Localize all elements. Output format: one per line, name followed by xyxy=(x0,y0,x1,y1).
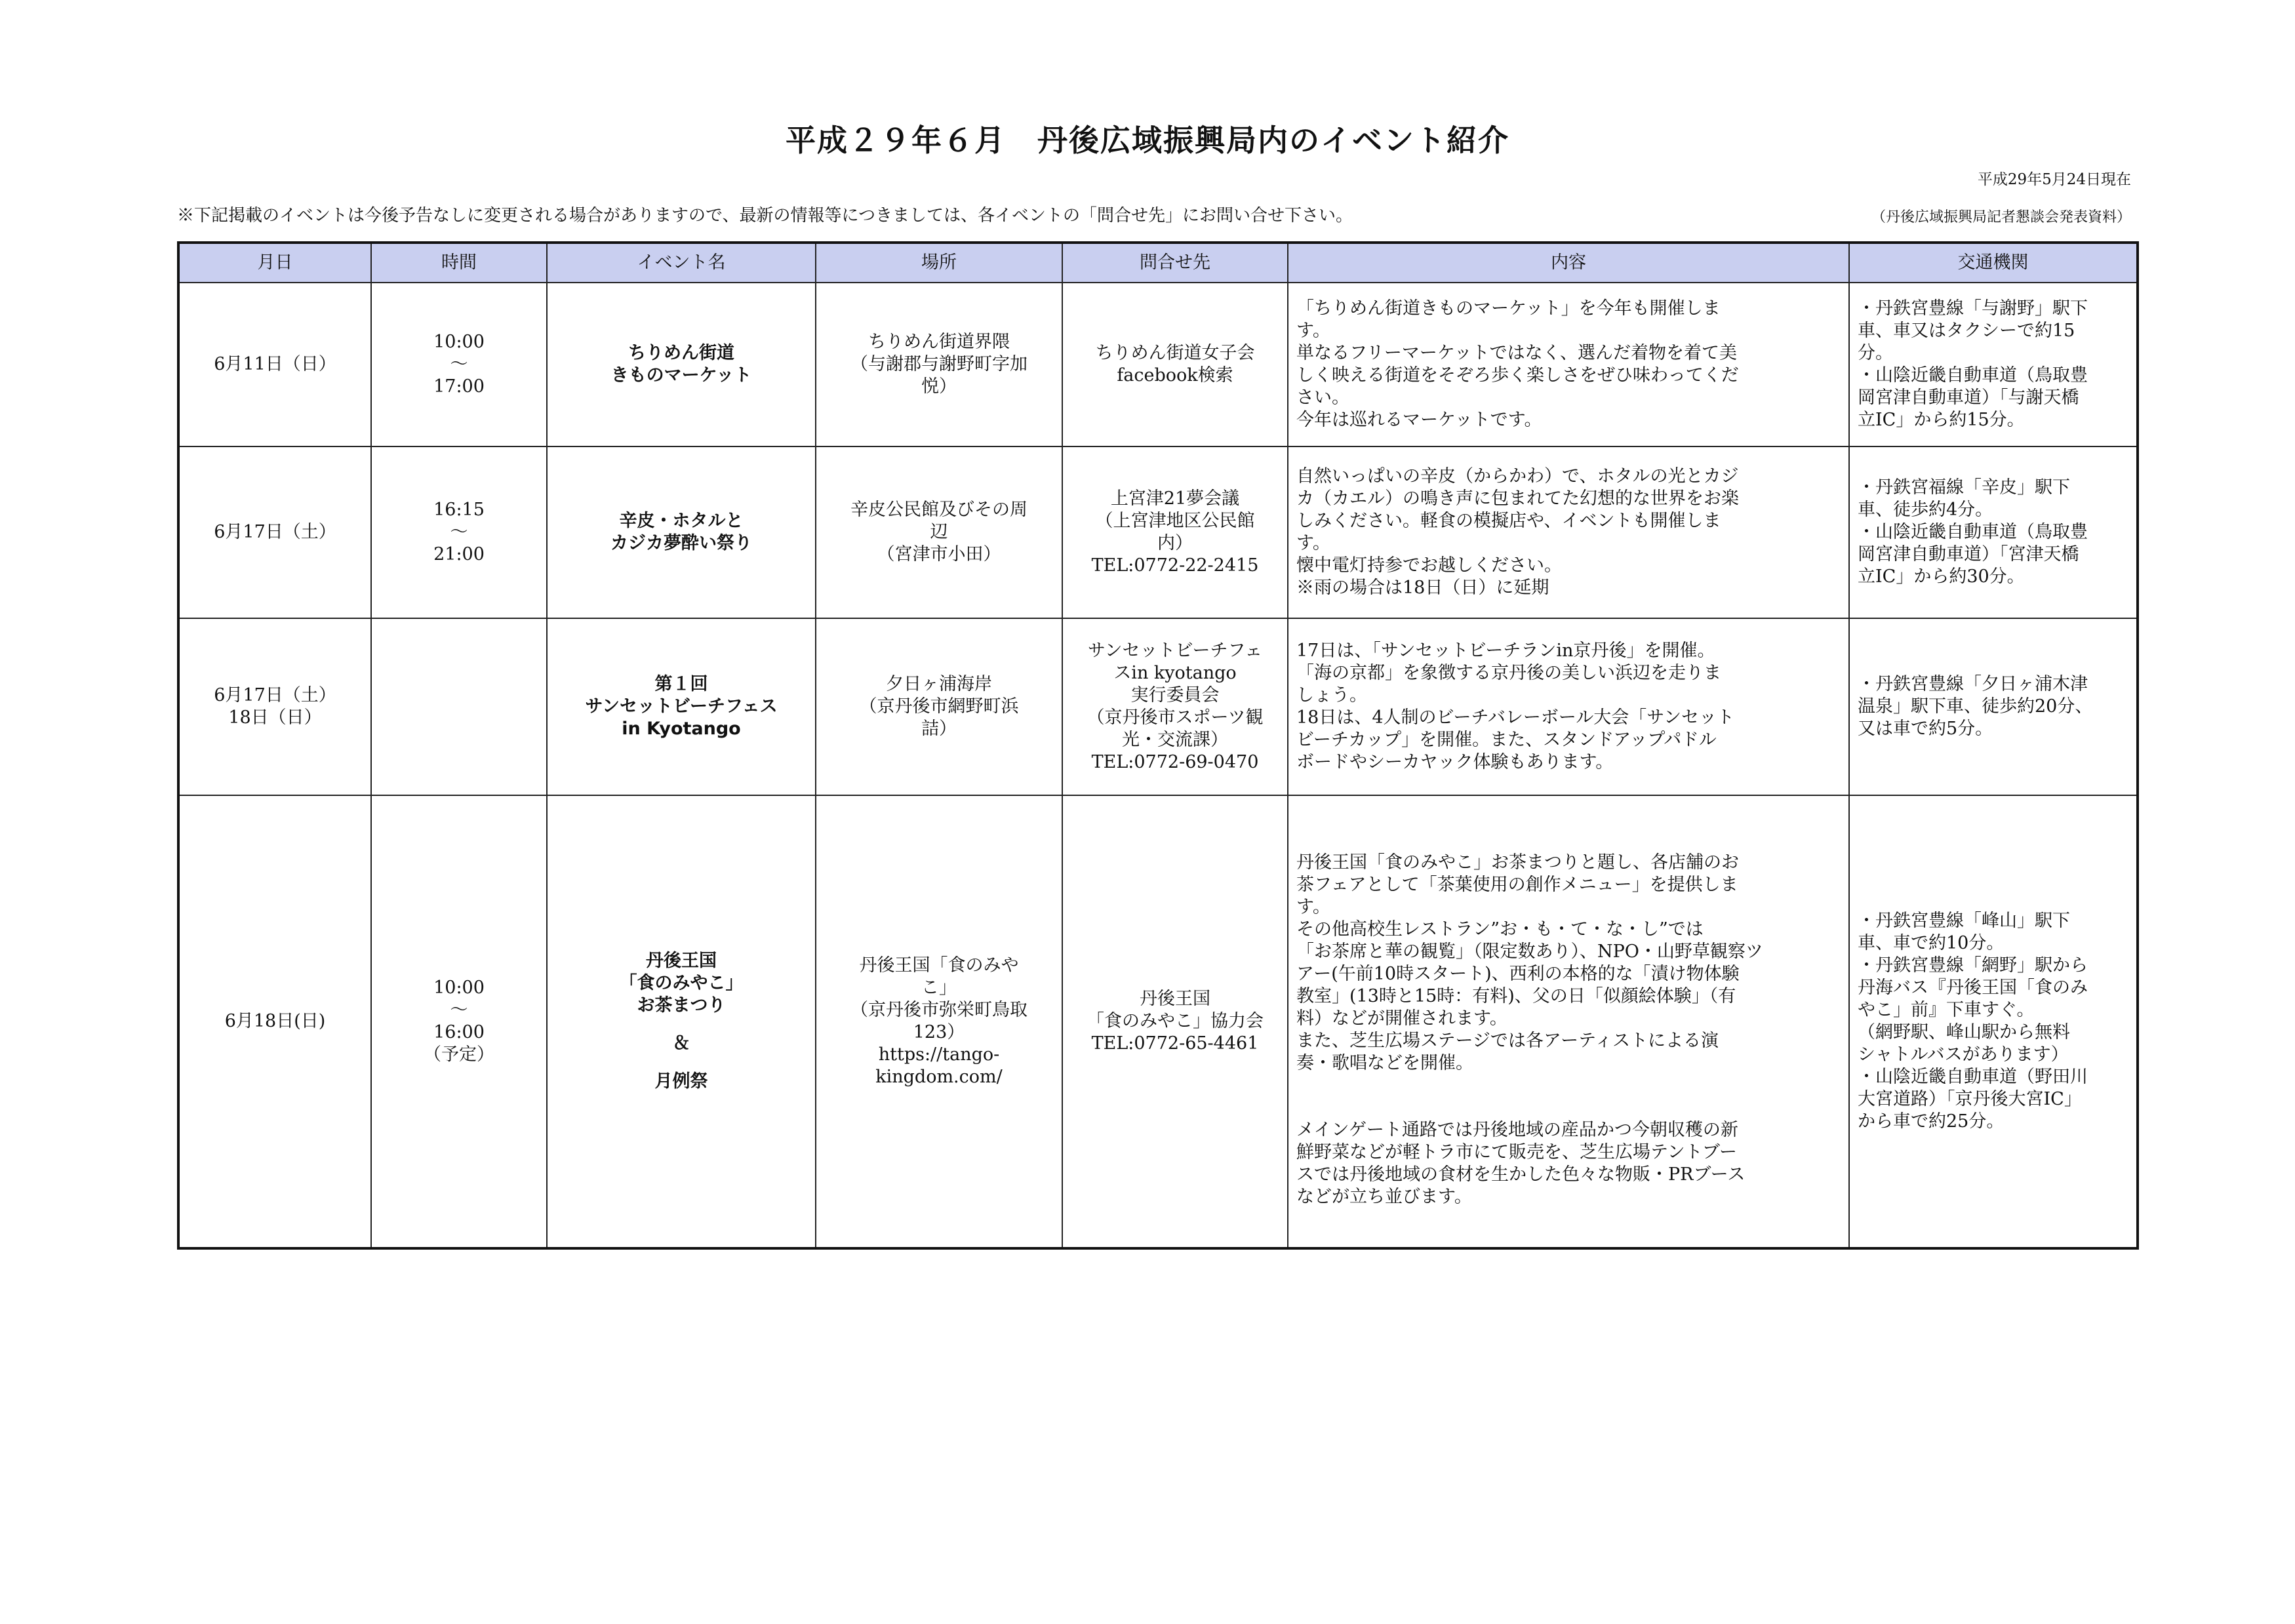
cell-place xyxy=(816,446,1062,618)
cell-place xyxy=(816,283,1062,446)
text-line: 17:00 xyxy=(433,376,485,397)
cell-contact xyxy=(1062,446,1288,618)
cell-access xyxy=(1849,283,2138,446)
text-line: 茶フェアとして「茶葉使用の創作メニュー」を提供しま xyxy=(1296,875,1738,895)
text-line: 車、徒歩約4分。 xyxy=(1858,500,1993,520)
text-line: ・丹鉄宮豊線「与謝野」駅下 xyxy=(1858,298,2088,319)
event-name-lines xyxy=(555,950,807,1017)
text-line: 立IC」から約30分。 xyxy=(1858,566,2025,587)
text-line: 今年は巡れるマーケットです。 xyxy=(1296,410,1542,430)
text-line: 「食のみやこ」 xyxy=(619,973,744,993)
text-line: ちりめん街道女子会 xyxy=(1095,343,1255,363)
text-line: その他高校生レストラン”お・も・て・な・し”では xyxy=(1296,919,1704,940)
cell-event-name xyxy=(547,618,816,795)
cell-time xyxy=(371,795,547,1248)
text-line: す。 xyxy=(1296,897,1330,917)
text-line: （予定） xyxy=(424,1044,494,1065)
cell-place xyxy=(816,618,1062,795)
text-line: （与謝郡与謝野町字加 xyxy=(850,354,1028,374)
cell-access xyxy=(1849,446,2138,618)
cell-content xyxy=(1288,795,1849,1248)
text-line: in Kyotango xyxy=(622,719,741,739)
text-line: ・丹鉄宮豊線「網野」駅から xyxy=(1858,955,2088,976)
text-line: （上宮津地区公民館 xyxy=(1095,511,1255,531)
text-line: 奏・歌唱などを開催。 xyxy=(1296,1053,1473,1073)
text-line: 分。 xyxy=(1858,343,1893,363)
text-line: （京丹後市スポーツ観 xyxy=(1087,707,1264,728)
text-line: ・丹鉄宮豊線「夕日ヶ浦木津 xyxy=(1858,674,2088,694)
text-line: TEL:0772-65-4461 xyxy=(1091,1033,1259,1054)
events-table xyxy=(177,241,2139,1250)
text-line: スでは丹後地域の食材を生かした色々な物販・PRブース xyxy=(1296,1164,1746,1185)
text-line: 123） xyxy=(913,1022,965,1042)
text-line: しょう。 xyxy=(1296,685,1367,705)
header-row xyxy=(178,243,2138,283)
text-line: 21:00 xyxy=(433,544,485,564)
text-line: 岡宮津自動車道）「与謝天橋 xyxy=(1858,387,2079,408)
text-line: 「ちりめん街道きものマーケット」を今年も開催しま xyxy=(1296,298,1721,319)
text-line: きものマーケット xyxy=(610,365,752,386)
text-line: ・山陰近畿自動車道（鳥取豊 xyxy=(1858,522,2088,542)
notice-text: ※下記掲載のイベントは今後予告なしに変更される場合がありますので、最新の情報等につきましては、各イベントの「問合せ先」にお問い合せ下さい。 xyxy=(177,206,1353,226)
cell-content xyxy=(1288,283,1849,446)
table-row xyxy=(178,283,2138,446)
text-line: 17日は、「サンセットビーチランin京丹後」を開催。 xyxy=(1296,641,1715,661)
text-line: TEL:0772-69-0470 xyxy=(1091,752,1259,772)
document-title: 平成２９年６月 丹後広域振興局内のイベント紹介 xyxy=(786,123,1509,158)
cell-date xyxy=(178,283,371,446)
text-line: 温泉」駅下車、徒歩約20分、 xyxy=(1858,696,2093,717)
text-line: 岡宮津自動車道）「宮津天橋 xyxy=(1858,544,2079,564)
text-line: ～ xyxy=(450,1000,468,1020)
text-line: す。 xyxy=(1296,321,1330,341)
text-line: 立IC」から約15分。 xyxy=(1858,410,2025,430)
cell-time xyxy=(371,283,547,446)
text-line: 鮮野菜などが軽トラ市にて販売を、芝生広場テントブー xyxy=(1296,1142,1738,1162)
text-line: メインゲート通路では丹後地域の産品かつ今朝収穫の新 xyxy=(1296,1120,1738,1140)
cell-contact xyxy=(1062,618,1288,795)
text-line: カジカ夢酔い祭り xyxy=(610,533,752,553)
text-line: 詰） xyxy=(921,719,957,739)
text-line: 「食のみやこ」協力会 xyxy=(1087,1011,1264,1031)
text-line: 辺 xyxy=(930,522,948,542)
text-line: 辛皮・ホタルと xyxy=(619,511,744,531)
text-line: サンセットビーチフェ xyxy=(1087,641,1263,661)
text-line: 丹海バス『丹後王国「食のみ xyxy=(1858,978,2088,998)
text-line: などが立ち並びます。 xyxy=(1296,1187,1472,1207)
text-line: また、芝生広場ステージでは各アーティストによる演 xyxy=(1296,1031,1719,1051)
header-content: 内容 xyxy=(1288,243,1849,283)
text-line: （宮津市小田） xyxy=(877,544,1001,564)
text-line: こ」 xyxy=(921,978,957,998)
text-line: サンセットビーチフェス xyxy=(585,696,778,717)
text-line: 上宮津21夢会議 xyxy=(1110,488,1240,509)
text-line: https://tango- xyxy=(878,1044,1000,1065)
cell-event-name xyxy=(547,283,816,446)
ampersand: ＆ xyxy=(672,1033,690,1054)
text-line: 16:00 xyxy=(433,1022,485,1042)
text-line: 教室」(13時と15時：有料)、父の日「似顔絵体験」（有 xyxy=(1296,986,1736,1006)
header-place: 場所 xyxy=(816,243,1062,283)
text-line: ※雨の場合は18日（日）に延期 xyxy=(1296,578,1549,598)
text-line: 「海の京都」を象徴する京丹後の美しい浜辺を走りま xyxy=(1296,663,1721,683)
text-line: アー(午前10時スタート)、西利の本格的な「漬け物体験 xyxy=(1296,964,1740,984)
text-line: 6月17日（土） xyxy=(214,685,336,705)
content-part-2 xyxy=(1296,1119,1841,1208)
cell-contact xyxy=(1062,795,1288,1248)
text-line: 又は車で約5分。 xyxy=(1858,719,1993,739)
header-time: 時間 xyxy=(371,243,547,283)
text-line: から車で約25分。 xyxy=(1858,1111,2005,1132)
table-row xyxy=(178,795,2138,1248)
text-line: 16:15 xyxy=(433,500,485,520)
text-line: 6月18日(日) xyxy=(224,1011,326,1031)
cell-event-name xyxy=(547,795,816,1248)
content-part-1 xyxy=(1296,852,1841,1075)
text-line: 第１回 xyxy=(654,674,708,694)
header-contact: 問合せ先 xyxy=(1062,243,1288,283)
text-line: 「お茶席と華の観覧」（限定数あり）、NPO・山野草観察ツ xyxy=(1296,941,1763,962)
text-line: 18日は、4人制のビーチバレーボール大会「サンセット xyxy=(1296,707,1734,728)
text-line: 10:00 xyxy=(433,978,485,998)
text-line: TEL:0772-22-2415 xyxy=(1091,555,1259,576)
text-line: 丹後王国「食のみや xyxy=(859,955,1019,976)
text-line: （網野駅、峰山駅から無料 xyxy=(1858,1022,2070,1042)
text-line: ・山陰近畿自動車道（野田川 xyxy=(1858,1067,2088,1087)
text-line: 単なるフリーマーケットではなく、選んだ着物を着て美 xyxy=(1296,343,1738,363)
header-event-name: イベント名 xyxy=(547,243,816,283)
cell-date xyxy=(178,446,371,618)
text-line: スin kyotango xyxy=(1113,663,1237,683)
header-date: 月日 xyxy=(178,243,371,283)
notice-line xyxy=(177,202,2131,226)
text-line: ちりめん街道 xyxy=(628,343,734,363)
text-line: ・丹鉄宮豊線「峰山」駅下 xyxy=(1858,911,2070,931)
text-line: 夕日ヶ浦海岸 xyxy=(886,674,992,694)
text-line: ちりめん街道界隈 xyxy=(868,332,1010,352)
text-line: やこ」前』下車すぐ。 xyxy=(1858,1000,2035,1020)
text-line: しみください。軽食の模擬店や、イベントも開催しま xyxy=(1296,511,1721,531)
text-line: ～ xyxy=(450,354,468,374)
text-line: ～ xyxy=(450,522,468,542)
text-line: 大宮道路）「京丹後大宮IC」 xyxy=(1858,1089,2082,1109)
text-line: 光・交流課） xyxy=(1122,730,1228,750)
cell-content xyxy=(1288,446,1849,618)
text-line: 車、車又はタクシーで約15 xyxy=(1858,321,2075,341)
as-of-date: 平成29年5月24日現在 xyxy=(1977,171,2131,188)
text-line: さい。 xyxy=(1296,387,1349,408)
text-line: お茶まつり xyxy=(637,995,726,1016)
cell-event-name xyxy=(547,446,816,618)
text-line: カ（カエル）の鳴き声に包まれてた幻想的な世界をお楽 xyxy=(1296,488,1739,509)
text-line: す。 xyxy=(1296,533,1330,553)
cell-access xyxy=(1849,618,2138,795)
cell-date xyxy=(178,795,371,1248)
text-line: 懐中電灯持参でお越しください。 xyxy=(1296,555,1562,576)
text-line: 6月11日（日） xyxy=(214,354,336,374)
text-line: 10:00 xyxy=(433,332,485,352)
text-line: ・山陰近畿自動車道（鳥取豊 xyxy=(1858,365,2088,386)
text-line: （京丹後市網野町浜 xyxy=(859,696,1019,717)
header-access: 交通機関 xyxy=(1849,243,2138,283)
cell-time xyxy=(371,446,547,618)
cell-date xyxy=(178,618,371,795)
text-line: kingdom.com/ xyxy=(875,1067,1003,1087)
cell-time xyxy=(371,618,547,795)
table-row xyxy=(178,618,2138,795)
event-name-extra: 月例祭 xyxy=(654,1071,708,1092)
text-line: シャトルバスがあります） xyxy=(1858,1044,2069,1065)
text-line: 自然いっぱいの辛皮（からかわ）で、ホタルの光とカジ xyxy=(1296,466,1739,486)
cell-access xyxy=(1849,795,2138,1248)
text-line: 実行委員会 xyxy=(1130,685,1220,705)
text-line: 内） xyxy=(1157,533,1193,553)
text-line: 料）などが開催されます。 xyxy=(1296,1008,1507,1029)
text-line: 6月17日（土） xyxy=(214,522,336,542)
text-line: ・丹鉄宮福線「辛皮」駅下 xyxy=(1858,477,2070,498)
cell-contact xyxy=(1062,283,1288,446)
text-line: ボードやシーカヤック体験もあります。 xyxy=(1296,752,1614,772)
cell-content xyxy=(1288,618,1849,795)
text-line: 丹後王国 xyxy=(646,951,717,971)
text-line: （京丹後市弥栄町鳥取 xyxy=(850,1000,1028,1020)
text-line: 丹後王国「食のみやこ」お茶まつりと題し、各店舗のお xyxy=(1296,852,1739,873)
text-line: 辛皮公民館及びその周 xyxy=(850,500,1028,520)
text-line: ビーチカップ」を開催。また、スタンドアップパドル xyxy=(1296,730,1717,750)
text-line: 悦） xyxy=(921,376,957,397)
text-line: 丹後王国 xyxy=(1140,989,1210,1009)
text-line: しく映える街道をそぞろ歩く楽しさをぜひ味わってくだ xyxy=(1296,365,1739,386)
text-line: 車、車で約10分。 xyxy=(1858,933,2005,953)
text-line: facebook検索 xyxy=(1117,365,1233,386)
table-row xyxy=(178,446,2138,618)
cell-place xyxy=(816,795,1062,1248)
text-line: 18日（日） xyxy=(228,707,322,728)
source-note: （丹後広域振興局記者懇談会発表資料） xyxy=(1871,209,2131,226)
